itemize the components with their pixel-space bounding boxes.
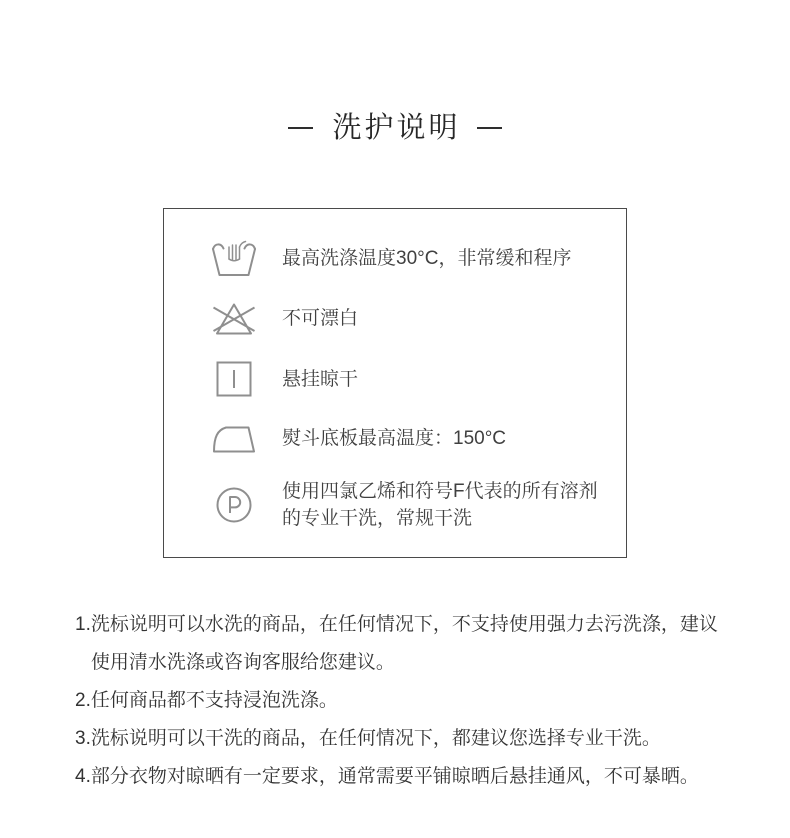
care-row-dry [210, 359, 608, 399]
notes-list [75, 606, 733, 796]
care-label: 最高洗涤温度30°C，非常缓和程序 [282, 247, 572, 269]
page-title: 洗护说明 [332, 112, 461, 144]
section-title-row [0, 108, 790, 148]
hand-wash-icon [210, 238, 258, 278]
note-text: 任何商品都不支持浸泡洗涤。 [90, 690, 338, 711]
note-number: 4. [75, 766, 91, 787]
care-symbols-box [163, 208, 627, 558]
dry-clean-p-icon [210, 484, 258, 526]
do-not-bleach-icon [210, 300, 258, 338]
title-dash-right-icon [477, 127, 502, 129]
care-label: 使用四氯乙烯和符号F代表的所有溶剂的专业干洗，常规干洗 [282, 481, 598, 529]
note-number: 3. [75, 728, 91, 749]
iron-icon [210, 421, 258, 457]
note-number: 1. [75, 614, 91, 635]
hang-dry-icon [210, 359, 258, 399]
note-item [75, 682, 733, 720]
care-row-dry-clean [210, 478, 608, 532]
care-label: 悬挂晾干 [282, 368, 359, 390]
note-item [75, 758, 733, 796]
title-dash-left-icon [288, 127, 313, 129]
note-item [75, 606, 733, 682]
care-row-wash [210, 238, 608, 278]
care-row-iron [210, 421, 608, 457]
note-text: 洗标说明可以干洗的商品，在任何情况下，都建议您选择专业干洗。 [90, 728, 661, 749]
note-text: 部分衣物对晾晒有一定要求，通常需要平铺晾晒后悬挂通风，不可暴晒。 [90, 766, 699, 787]
care-row-bleach [210, 300, 608, 338]
care-label: 熨斗底板最高温度：150°C [282, 428, 507, 449]
care-label: 不可漂白 [282, 308, 359, 329]
note-number: 2. [75, 690, 91, 711]
note-text: 洗标说明可以水洗的商品，在任何情况下，不支持使用强力去污洗涤，建议使用清水洗涤或咨询客服给您建议。 [90, 614, 718, 673]
note-item [75, 720, 733, 758]
